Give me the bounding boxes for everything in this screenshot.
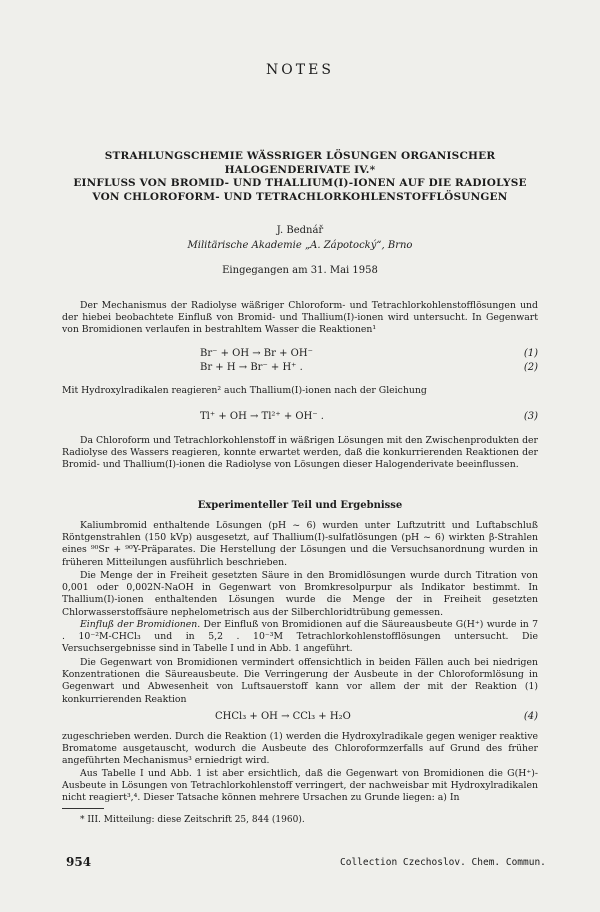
equation-expression: CHCl₃ + OH → CCl₃ + H₂O bbox=[215, 711, 351, 722]
paragraph-thallium: Mit Hydroxylradikalen reagieren² auch Thallium(I)-ionen nach der Gleichung bbox=[62, 385, 427, 396]
abstract: Der Mechanismus der Radiolyse wäßriger Chloroform- und Tetrachlorkohlenstofflösungen und der hiebei beobachtete Einfluß von Bromid- und Thallium(I)-ionen wird untersucht. In Gegenwart von Bromidionen verlaufen in bestrahltem Wasser die Reaktionen¹ bbox=[62, 300, 538, 336]
title-line: HALOGENDERIVATE IV.* bbox=[224, 163, 376, 176]
equation-expression: Tl⁺ + OH → Tl²⁺ + OH⁻ . bbox=[200, 411, 324, 422]
paragraph-experimental-6: Aus Tabelle I und Abb. 1 ist aber ersichtlich, daß die Gegenwart von Bromidionen die G(H⁺)-Ausbeute in Lösungen von Tetrachlorkohlenstoff verringert, der nachweisbar mit Hydroxylradikalen nicht reagiert³,⁴. Dieser Tatsache können mehrere Ursachen zu Grunde liegen: a) In bbox=[62, 768, 538, 804]
equation-number: (4) bbox=[523, 711, 538, 722]
article-title bbox=[70, 150, 530, 204]
title-line: VON CHLOROFORM- UND TETRACHLORKOHLENSTOFFLÖSUNGEN bbox=[92, 190, 508, 203]
equation-number: (1) bbox=[523, 348, 538, 359]
title-line: EINFLUSS VON BROMID- UND THALLIUM(I)-IONEN AUF DIE RADIOLYSE bbox=[73, 177, 527, 189]
equation-expression: Br⁻ + OH → Br + OH⁻ bbox=[200, 348, 313, 359]
paragraph-experimental-4: Die Gegenwart von Bromidionen vermindert offensichtlich in beiden Fällen auch bei niedrigen Konzentrationen die Säureausbeute. Die Verringerung der Ausbeute in der Chloroformlösung in Gegenwart und Abwesenheit von Luftsauerstoff kann vor allem der mit der Reaktion (1) konkurrierenden Reaktion bbox=[62, 657, 538, 705]
equation-number: (2) bbox=[523, 362, 538, 373]
title-line: STRAHLUNGSCHEMIE WÄSSRIGER LÖSUNGEN ORGANISCHER bbox=[104, 150, 496, 162]
affiliation: Militärische Akademie „A. Zápotocký“, Brno bbox=[187, 240, 413, 251]
author: J. Bednář bbox=[276, 225, 324, 236]
equation-4 bbox=[215, 710, 538, 723]
equation-number: (3) bbox=[523, 411, 538, 422]
subsection-label: Einfluß der Bromidionen. bbox=[80, 619, 201, 630]
paragraph-experimental-5: zugeschrieben werden. Durch die Reaktion (1) werden die Hydroxylradikale gegen weniger reaktive Bromatome ausgetauscht, wodurch die Ausbeute des Chloroformzerfalls auf Grund des früher angeführten Mechanismus³ erniedrigt wird. bbox=[62, 731, 538, 767]
paragraph-experimental-1: Kaliumbromid enthaltende Lösungen (pH ~ 6) wurden unter Luftzutritt und Luftabschluß Röntgenstrahlen (150 kVp) ausgesetzt, auf Thallium(I)-sulfatlösungen (pH ~ 6) wirkten β-Strahlen eines ⁹⁰Sr + ⁹⁰Y-Präparates. Die Herstellung der Lösungen und die Versuchsanordnung wurden in früheren Mitteilungen ausführlich beschrieben. bbox=[62, 520, 538, 568]
equation-expression: Br + H → Br⁻ + H⁺ . bbox=[200, 362, 303, 373]
equation-3 bbox=[200, 410, 538, 423]
footnote: * III. Mitteilung: diese Zeitschrift 25, 844 (1960). bbox=[80, 815, 305, 825]
page-number: 954 bbox=[66, 855, 92, 869]
paragraph-experimental-3 bbox=[62, 619, 538, 656]
journal-name: Collection Czechoslov. Chem. Commun. bbox=[340, 857, 546, 868]
section-title: Experimenteller Teil und Ergebnisse bbox=[197, 500, 403, 511]
footnote-divider bbox=[62, 808, 104, 809]
equation-2 bbox=[200, 361, 538, 374]
equation-1 bbox=[200, 347, 538, 360]
paragraph-text: Der Einfluß von Bromidionen auf die Säureausbeute G(H⁺) wurde in 7 . 10⁻²M-CHCl₃ und in 5,2 . 10⁻³M Tetrachlorkohlenstofflösungen untersucht. Die Versuchsergebnisse sind in Tabelle I und in Abb. 1 angeführt. bbox=[62, 619, 538, 655]
received-date: Eingegangen am 31. Mai 1958 bbox=[222, 265, 378, 276]
section-header: NOTES bbox=[266, 62, 334, 78]
paragraph-intro: Da Chloroform und Tetrachlorkohlenstoff in wäßrigen Lösungen mit den Zwischenprodukten der Radiolyse des Wassers reagieren, konnte erwartet werden, daß die konkurrierenden Reaktionen der Bromid- und Thallium(I)-ionen die Radiolyse von Lösungen dieser Halogenderivate beeinflussen. bbox=[62, 435, 538, 471]
paragraph-experimental-2: Die Menge der in Freiheit gesetzten Säure in den Bromidlösungen wurde durch Titration von 0,001 oder 0,002N-NaOH in Gegenwart von Bromkresolpurpur als Indikator bestimmt. In Thallium(I)-ionen enthaltenden Lösungen wurde die Menge der in Freiheit gesetzten Chlorwasserstoffsäure nephelometrisch aus der Silberchloridtrübung gemessen. bbox=[62, 570, 538, 618]
